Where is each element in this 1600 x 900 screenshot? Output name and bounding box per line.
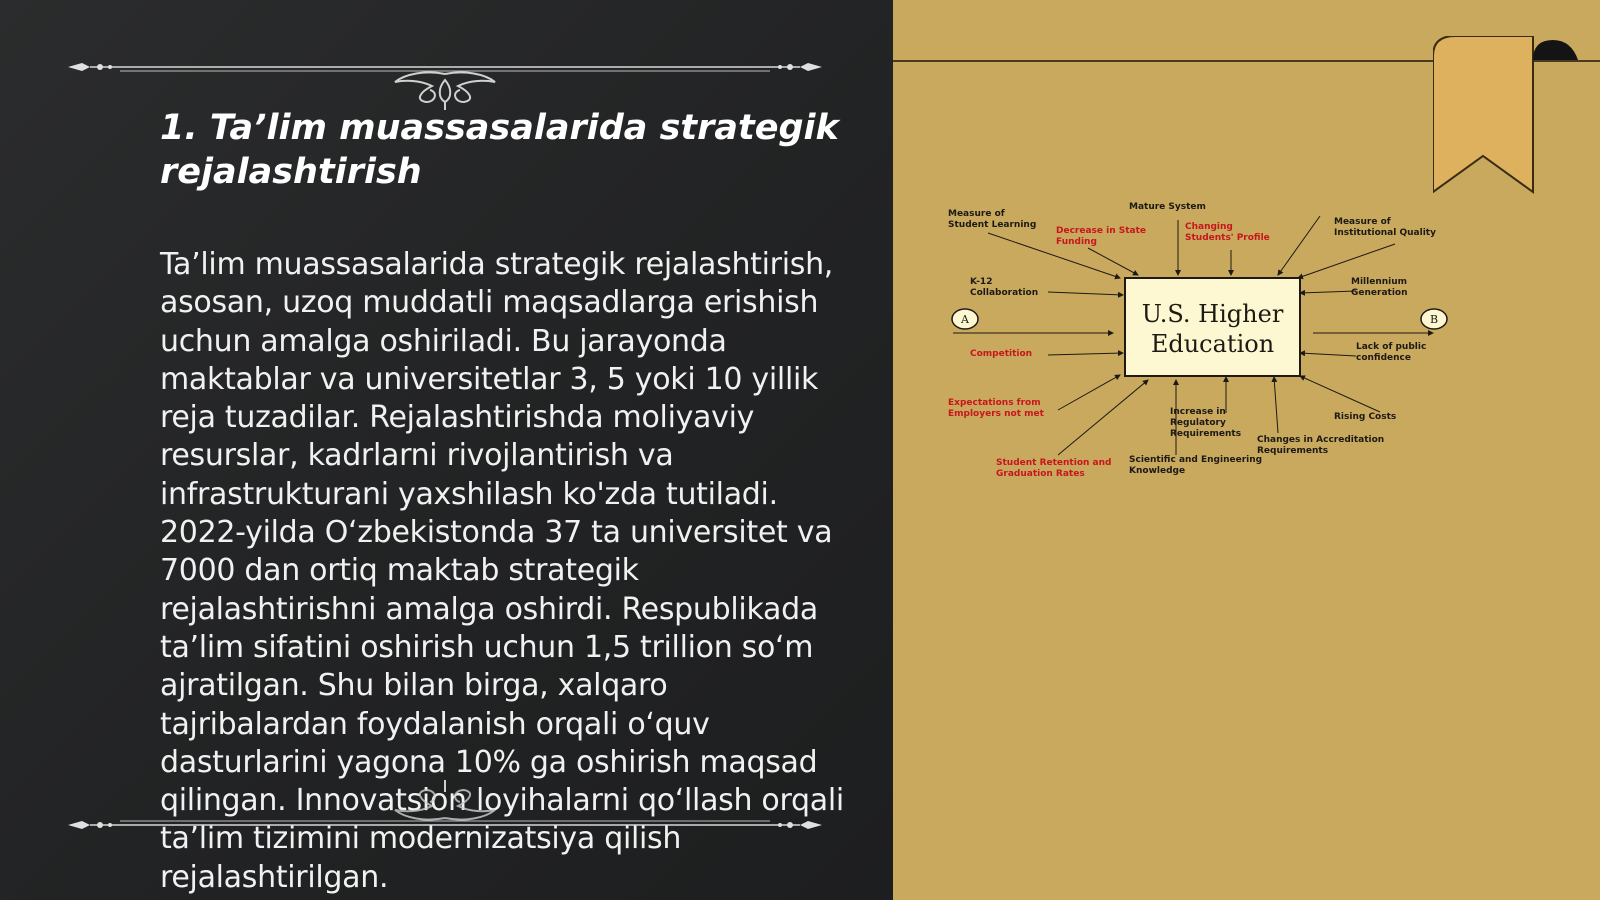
slide-title: 1. Ta’lim muassasalarida strategik rejalashtirish [160,108,839,192]
label-changing-profile: Changing [1185,222,1233,232]
label-measure-learning-2: Student Learning [948,220,1037,230]
label-regulatory-3: Requirements [1170,429,1242,439]
label-measure-quality-2: Institutional Quality [1334,228,1436,238]
label-rising-costs: Rising Costs [1334,412,1397,422]
node-a-label: A [961,313,969,326]
label-expectations: Expectations from [948,398,1041,408]
label-millennium: Millennium [1351,277,1407,287]
label-k12-2: Collaboration [970,288,1039,298]
label-regulatory: Increase in [1170,407,1226,417]
ornament-top-divider [60,40,830,110]
label-changing-profile-2: Students' Profile [1185,233,1270,243]
label-retention-2: Graduation Rates [996,469,1085,479]
label-measure-learning: Measure of [948,209,1005,219]
label-decrease-funding-2: Funding [1056,237,1097,247]
right-panel [893,0,1600,900]
center-title-line2: Education [1150,330,1275,358]
label-expectations-2: Employers not met [948,409,1044,419]
label-scientific: Scientific and Engineering [1129,455,1263,465]
label-millennium-2: Generation [1351,288,1408,298]
label-accreditation: Changes in Accreditation [1257,435,1385,445]
label-competition: Competition [970,349,1033,359]
label-regulatory-2: Regulatory [1170,418,1226,428]
label-lack-confidence-2: confidence [1356,353,1411,363]
label-scientific-2: Knowledge [1129,466,1186,476]
center-title-line1: U.S. Higher [1141,300,1284,328]
bookmark-ribbon [1433,36,1593,198]
ornament-bottom-divider [60,760,830,830]
label-k12: K-12 [970,277,993,287]
label-accreditation-2: Requirements [1257,446,1329,456]
label-retention: Student Retention and [996,458,1112,468]
label-measure-quality: Measure of [1334,217,1391,227]
node-b-label: B [1429,313,1439,326]
higher-education-diagram [948,200,1448,490]
slide-body-text: Ta’lim muassasalarida strategik rejalashtirish, asosan, uzoq muddatli maqsadlarga erishish uchun amalga oshiriladi. Bu jarayonda maktablar va universitetlar 3, 5 yoki 10 yillik reja tuzadilar. Rejalashtirishda moliyaviy resurslar, kadrlarni rivojlantirish va infrastrukturani yaxshilash ko'zda tutiladi. 2022-yilda O‘zbekistonda 37 ta universitet va 7000 dan ortiq maktab strategik rejalashtirishni amalga oshirdi. Respublikada ta’lim sifatini oshirish uchun 1,5 trillion so‘m ajratilgan. Shu bilan birga, xalqaro tajribalardan foydalanish orqali o‘quv dasturlarini yagona 10% ga oshirish maqsad qilingan. Innovatsion loyihalarni qo‘llash orqali ta’lim tizimini modernizatsiya qilish rejalashtirilgan. [160,247,844,895]
label-lack-confidence: Lack of public [1356,342,1427,352]
label-decrease-funding: Decrease in State [1056,226,1147,236]
label-mature-system: Mature System [1129,202,1206,212]
